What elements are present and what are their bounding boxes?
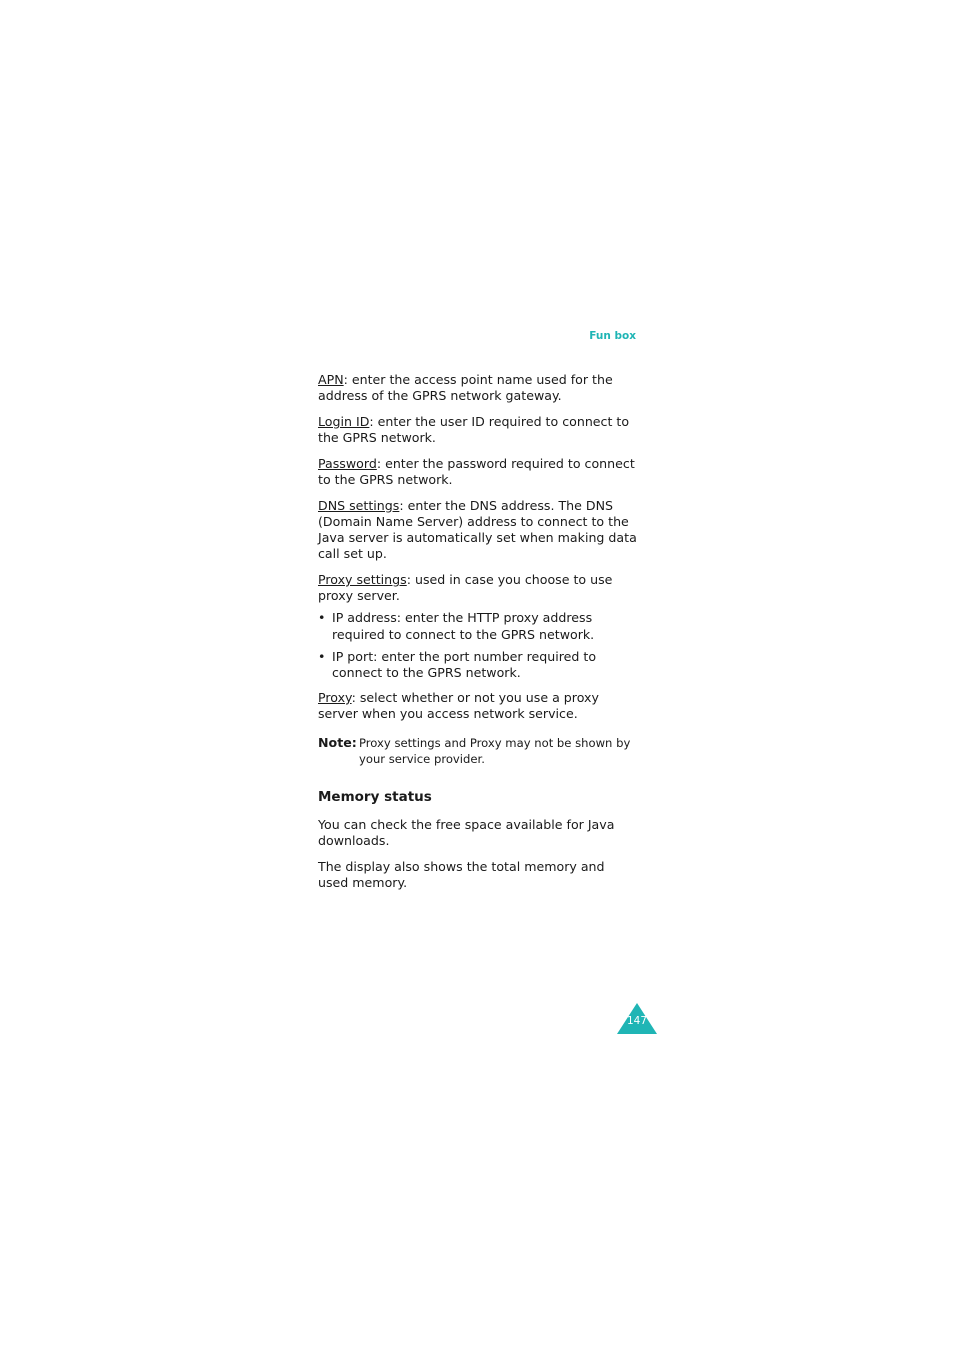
list-item	[318, 610, 638, 642]
proxy-paragraph	[318, 690, 638, 722]
apn-term: APN	[318, 372, 344, 387]
page-number: 147	[626, 1015, 648, 1027]
proxy-settings-description: : used in case you choose to use proxy server.	[318, 572, 613, 604]
list-item	[318, 649, 638, 681]
note-block	[318, 735, 638, 767]
note-label: Note:	[318, 734, 357, 750]
bullet-text: IP port: enter the port number required to connect to the GPRS network.	[332, 648, 597, 681]
proxy-settings-paragraph	[318, 572, 638, 604]
apn-description: : enter the access point name used for the address of the GPRS network gateway.	[318, 372, 613, 404]
page-content	[318, 372, 638, 901]
password-term: Password	[318, 455, 377, 471]
proxy-description: : select whether or not you use a proxy server when you access network service.	[318, 690, 599, 722]
section-heading: Memory status	[318, 788, 432, 805]
login-id-term: Login ID	[318, 413, 370, 429]
proxy-settings-term: Proxy settings	[318, 572, 407, 588]
password-paragraph	[318, 456, 638, 488]
running-header: Fun box	[589, 330, 636, 342]
bullet-icon: •	[318, 610, 326, 626]
bullet-icon: •	[318, 648, 326, 664]
password-description: : enter the password required to connect to the GPRS network.	[318, 455, 635, 488]
dns-settings-paragraph	[318, 498, 638, 563]
login-id-description: : enter the user ID required to connect to the GPRS network.	[318, 413, 630, 446]
bullet-text: IP address: enter the HTTP proxy address required to connect to the GPRS network.	[332, 610, 595, 642]
note-text: Proxy settings and Proxy may not be shown by your service provider.	[359, 735, 631, 766]
section-paragraph: You can check the free space available for Java downloads.	[318, 816, 615, 849]
dns-settings-description: : enter the DNS address. The DNS (Domain Name Server) address to connect to the Java server is automatically set when making data call set up.	[318, 497, 637, 562]
proxy-term: Proxy	[318, 690, 352, 706]
proxy-bullet-list	[318, 610, 638, 681]
section-paragraph: The display also shows the total memory and used memory.	[318, 858, 605, 890]
login-id-paragraph	[318, 414, 638, 446]
apn-paragraph	[318, 372, 638, 404]
dns-settings-term: DNS settings	[318, 497, 400, 513]
page-number-badge	[617, 1003, 657, 1035]
